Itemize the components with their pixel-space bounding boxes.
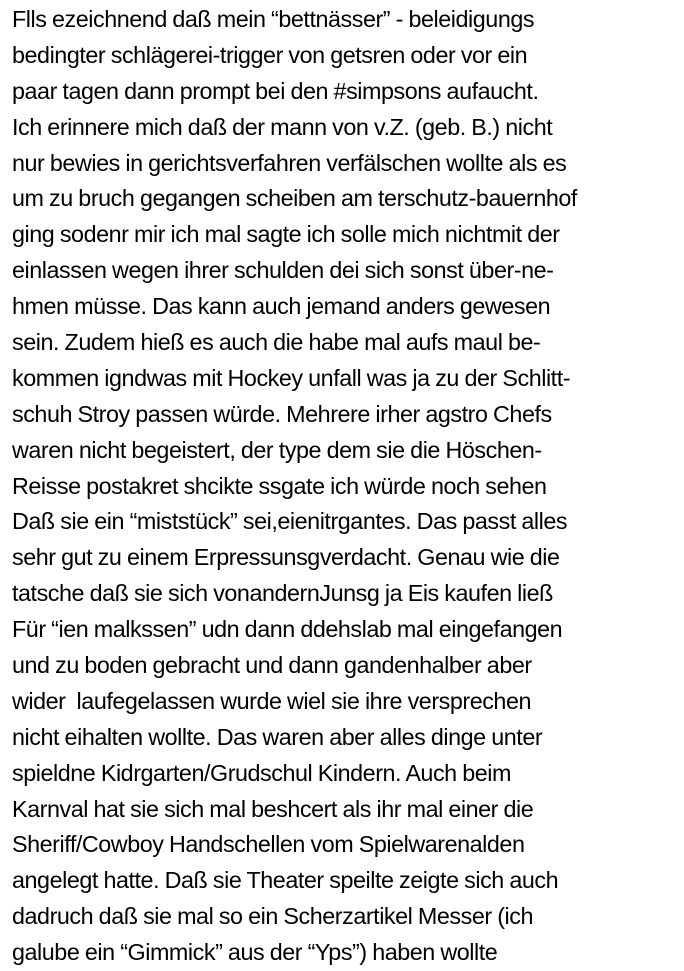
text-line-8: einlassen wegen ihrer schulden dei sich sonst über-ne- bbox=[12, 257, 554, 284]
document-text bbox=[12, 2, 680, 971]
text-line-24: Sheriff/Cowboy Handschellen vom Spielwarenalden bbox=[12, 831, 525, 858]
text-line-16: sehr gut zu einem Erpressunsgverdacht. Genau wie die bbox=[12, 544, 560, 571]
text-line-15: Daß sie ein “miststück” sei,eienitrgantes. Das passt alles bbox=[12, 508, 568, 535]
text-line-12: schuh Stroy passen würde. Mehrere irher agstro Chefs bbox=[12, 400, 552, 427]
text-line-7: ging sodenr mir ich mal sagte ich solle mich nichtmit der bbox=[12, 221, 560, 248]
text-line-23: Karnval hat sie sich mal beshcert als ihr mal einer die bbox=[12, 795, 534, 822]
text-line-3: paar tagen dann prompt bei den #simpsons aufaucht. bbox=[12, 77, 539, 104]
text-line-25: angelegt hatte. Daß sie Theater speilte zeigte sich auch bbox=[12, 867, 559, 894]
text-line-4: Ich erinnere mich daß der mann von v.Z. (geb. B.) nicht bbox=[12, 113, 553, 140]
text-line-11: kommen igndwas mit Hockey unfall was ja zu der Schlitt- bbox=[12, 364, 571, 391]
text-line-18: Für “ien malkssen” udn dann ddehslab mal eingefangen bbox=[12, 616, 563, 643]
text-line-27: galube ein “Gimmick” aus der “Yps”) haben wollte bbox=[12, 939, 498, 966]
text-line-26: dadruch daß sie mal so ein Scherzartikel Messer (ich bbox=[12, 903, 534, 930]
text-line-13: waren nicht begeistert, der type dem sie die Höschen- bbox=[12, 436, 542, 463]
text-line-20: wider laufegelassen wurde wiel sie ihre versprechen bbox=[12, 687, 531, 714]
text-line-17: tatsche daß sie sich vonandernJunsg ja Eis kaufen ließ bbox=[12, 580, 553, 607]
text-line-22: spieldne Kidrgarten/Grudschul Kindern. Auch beim bbox=[12, 759, 511, 786]
text-line-9: hmen müsse. Das kann auch jemand anders gewesen bbox=[12, 293, 551, 320]
text-line-21: nicht eihalten wollte. Das waren aber alles dinge unter bbox=[12, 723, 543, 750]
text-line-5: nur bewies in gerichtsverfahren verfälschen wollte als es bbox=[12, 149, 567, 176]
text-line-2: bedingter schlägerei-trigger von getsren oder vor ein bbox=[12, 41, 528, 68]
text-line-1: Flls ezeichnend daß mein “bettnässer” - beleidigungs bbox=[12, 6, 535, 32]
text-line-10: sein. Zudem hieß es auch die habe mal aufs maul be- bbox=[12, 329, 541, 356]
text-line-6: um zu bruch gegangen scheiben am terschutz-bauernhof bbox=[12, 185, 577, 212]
text-line-19: und zu boden gebracht und dann gandenhalber aber bbox=[12, 652, 532, 679]
text-line-14: Reisse postakret shcikte ssgate ich würde noch sehen bbox=[12, 472, 547, 499]
